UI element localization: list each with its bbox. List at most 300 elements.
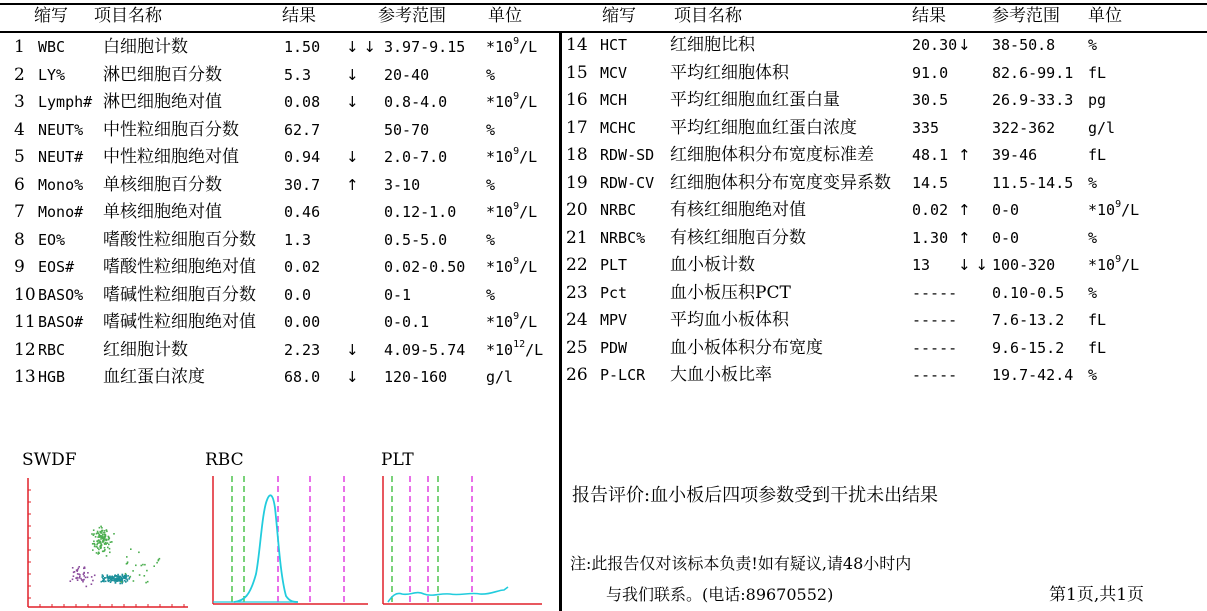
scatter-point [100, 532, 102, 534]
scatter-point [105, 534, 107, 536]
row-range: 0.8-4.0 [384, 93, 448, 111]
scatter-point [108, 544, 110, 546]
row-unit [486, 175, 495, 195]
unit-base: *10 [486, 340, 514, 359]
report-note-line2: 与我们联系。(电话:89670552) [606, 585, 834, 604]
scatter-point [102, 534, 104, 536]
row-abbr: Mono% [38, 175, 84, 194]
scatter-point [115, 580, 117, 582]
unit-base: fL [1088, 63, 1107, 82]
swdf-scatter-plot [20, 474, 190, 611]
swdf-chart-label: SWDF [22, 450, 77, 470]
row-flag: ↑ [958, 201, 971, 219]
row-unit [486, 367, 513, 387]
scatter-point [77, 573, 79, 575]
scatter-point [79, 576, 81, 578]
row-result: 0.02 [284, 258, 321, 276]
row-result: 1.50 [284, 38, 321, 56]
row-name: 血小板计数 [670, 255, 755, 275]
scatter-point [144, 575, 146, 577]
row-result: 13 [912, 256, 931, 274]
unit-exponent: 9 [1115, 254, 1122, 265]
row-range: 50-70 [384, 120, 430, 139]
row-flag: ↓ ↓ [346, 38, 376, 56]
unit-base: % [1088, 173, 1098, 192]
scatter-point [72, 567, 74, 569]
row-result: ----- [912, 366, 958, 384]
row-result: 0.08 [284, 93, 321, 111]
row-flag: ↓ [346, 93, 359, 111]
unit-base: *10 [486, 258, 514, 276]
unit-exponent: 12 [513, 338, 526, 350]
scatter-point [139, 574, 141, 576]
scatter-point [133, 580, 135, 582]
row-unit [1088, 365, 1097, 385]
row-unit [486, 230, 495, 250]
scatter-point [156, 562, 158, 564]
row-flag: ↓ [346, 368, 359, 386]
row-abbr: LY% [38, 65, 66, 84]
report-note-line1: 注:此报告仅对该标本负责!如有疑议,请48小时内 [570, 554, 912, 573]
unit-base: g/l [486, 368, 514, 386]
row-result: ----- [912, 311, 958, 329]
unit-exponent: 9 [513, 311, 520, 322]
row-abbr: Lymph# [38, 93, 93, 111]
scatter-point [94, 575, 96, 577]
scatter-point [108, 536, 110, 538]
scatter-point [100, 526, 102, 528]
row-unit [1088, 173, 1097, 193]
scatter-point [87, 572, 89, 574]
scatter-point [78, 568, 80, 570]
scatter-point [103, 532, 105, 534]
scatter-point [86, 586, 88, 588]
unit-base: *10 [486, 203, 514, 221]
row-range: 0.12-1.0 [384, 203, 457, 221]
row-name: 血小板压积PCT [670, 282, 791, 303]
row-flag: ↓ ↓ [958, 256, 988, 274]
scatter-point [126, 556, 128, 558]
scatter-point [122, 574, 124, 576]
header-name-right: 项目名称 [674, 6, 742, 26]
row-result: 30.5 [912, 91, 949, 109]
scatter-point [117, 574, 119, 576]
row-unit [1088, 283, 1097, 303]
row-result: 0.0 [284, 285, 312, 304]
row-name: 平均红细胞血红蛋白浓度 [670, 117, 857, 138]
scatter-point [97, 532, 99, 534]
row-unit [1088, 228, 1097, 248]
row-result: 30.7 [284, 175, 321, 194]
row-range: 322-362 [992, 118, 1056, 137]
scatter-point [84, 566, 86, 568]
row-number: 12 [14, 339, 36, 360]
scatter-point [141, 565, 143, 567]
scatter-point [100, 541, 102, 543]
unit-tail: /L [519, 93, 538, 111]
row-result: 2.23 [284, 340, 321, 359]
row-name: 中性粒细胞绝对值 [103, 147, 239, 167]
scatter-point [107, 547, 109, 549]
row-abbr: MCHC [600, 118, 637, 137]
scatter-point [96, 540, 98, 542]
page-info: 第1页,共1页 [1049, 585, 1145, 605]
scatter-point [123, 576, 125, 578]
row-number: 13 [14, 367, 36, 387]
row-unit [1088, 255, 1139, 275]
scatter-point [106, 529, 108, 531]
scatter-point [100, 535, 102, 537]
row-result: 0.94 [284, 148, 321, 166]
unit-base: % [486, 285, 496, 304]
row-range: 2.0-7.0 [384, 148, 448, 166]
row-number: 16 [566, 90, 588, 110]
row-name: 红细胞计数 [103, 339, 188, 360]
row-unit [1088, 310, 1106, 330]
row-result: 91.0 [912, 63, 949, 82]
scatter-point [147, 581, 149, 583]
row-unit [486, 257, 537, 277]
row-number: 17 [566, 117, 588, 138]
rbc-histogram [210, 474, 370, 611]
row-unit [1088, 145, 1106, 165]
row-range: 4.09-5.74 [384, 340, 466, 359]
unit-tail: /L [519, 258, 538, 276]
row-name: 单核细胞百分数 [103, 174, 222, 195]
row-range: 120-160 [384, 368, 448, 386]
row-name: 有核红细胞百分数 [670, 227, 806, 248]
scatter-point [107, 574, 109, 576]
header-unit-right: 单位 [1088, 6, 1122, 26]
row-number: 10 [14, 284, 36, 305]
scatter-point [125, 573, 127, 575]
scatter-point [100, 547, 102, 549]
scatter-point [92, 580, 94, 582]
scatter-point [97, 542, 99, 544]
scatter-point [91, 583, 93, 585]
scatter-point [91, 576, 93, 578]
scatter-point [104, 547, 106, 549]
row-abbr: NRBC [600, 201, 637, 219]
scatter-point [105, 581, 107, 583]
row-number: 25 [566, 337, 588, 358]
header-result-left: 结果 [282, 6, 316, 26]
scatter-point [94, 546, 96, 548]
scatter-point [121, 583, 123, 585]
unit-exponent: 9 [513, 201, 520, 212]
row-range: 19.7-42.4 [992, 366, 1074, 384]
row-result: 0.02 [912, 201, 949, 219]
scatter-point [92, 543, 94, 545]
scatter-point [109, 577, 111, 579]
scatter-point [127, 580, 129, 582]
row-name: 嗜碱性粒细胞绝对值 [103, 312, 256, 332]
unit-base: *10 [486, 148, 514, 166]
scatter-point [105, 542, 107, 544]
scatter-point [103, 551, 105, 553]
scatter-point [130, 576, 132, 578]
header-abbr-right: 缩写 [602, 6, 636, 26]
scatter-point [102, 578, 104, 580]
header-top-rule [0, 3, 1207, 5]
scatter-point [98, 535, 100, 537]
row-number: 18 [566, 145, 588, 165]
row-range: 38-50.8 [992, 36, 1056, 54]
row-result: 62.7 [284, 120, 321, 139]
row-unit [486, 65, 495, 85]
row-unit [486, 37, 537, 57]
row-abbr: RDW-CV [600, 173, 655, 192]
unit-base: % [1088, 36, 1098, 54]
scatter-point [79, 574, 81, 576]
row-number: 23 [566, 282, 588, 303]
row-range: 0-0 [992, 201, 1020, 219]
row-name: 嗜碱性粒细胞百分数 [103, 284, 256, 305]
scatter-point [109, 537, 111, 539]
scatter-point [106, 540, 108, 542]
scatter-point [113, 533, 115, 535]
scatter-point [102, 574, 104, 576]
row-name: 淋巴细胞百分数 [103, 64, 222, 85]
scatter-point [104, 549, 106, 551]
scatter-point [82, 581, 84, 583]
row-name: 红细胞体积分布宽度标准差 [670, 145, 874, 165]
row-name: 单核细胞绝对值 [103, 202, 222, 222]
row-result: 14.5 [912, 173, 949, 192]
row-unit [1088, 118, 1115, 138]
row-name: 嗜酸性粒细胞绝对值 [103, 257, 256, 277]
scatter-point [138, 552, 140, 554]
scatter-point [159, 558, 161, 560]
scatter-point [96, 546, 98, 548]
unit-base: *10 [486, 313, 514, 331]
row-name: 平均红细胞血红蛋白量 [670, 90, 840, 110]
unit-base: fL [1088, 338, 1107, 357]
row-abbr: MCV [600, 63, 628, 82]
unit-exponent: 9 [513, 91, 520, 102]
unit-base: g/l [1088, 118, 1116, 137]
scatter-point [101, 537, 103, 539]
scatter-point [109, 552, 111, 554]
row-abbr: HCT [600, 36, 628, 54]
unit-tail: /L [1121, 256, 1140, 274]
unit-tail: /L [525, 340, 544, 359]
unit-base: % [486, 230, 496, 249]
row-number: 24 [566, 310, 588, 330]
row-number: 5 [14, 147, 25, 167]
scatter-point [102, 580, 104, 582]
row-range: 82.6-99.1 [992, 63, 1074, 82]
row-abbr: PDW [600, 338, 628, 357]
scatter-point [76, 578, 78, 580]
row-result: 48.1 [912, 146, 949, 164]
row-flag: ↓ [346, 340, 359, 359]
row-result: ----- [912, 338, 958, 357]
unit-base: *10 [1088, 201, 1116, 219]
row-number: 15 [566, 62, 588, 83]
row-abbr: RBC [38, 340, 66, 359]
unit-base: *10 [486, 93, 514, 111]
scatter-point [101, 527, 103, 529]
scatter-point [146, 570, 148, 572]
scatter-point [87, 577, 89, 579]
header-range-left: 参考范围 [378, 6, 446, 26]
row-abbr: NEUT% [38, 120, 84, 139]
unit-base: fL [1088, 311, 1107, 329]
scatter-point [101, 581, 103, 583]
header-unit-left: 单位 [488, 6, 522, 26]
scatter-point [91, 533, 93, 535]
scatter-point [114, 575, 116, 577]
scatter-point [83, 572, 85, 574]
scatter-point [109, 548, 111, 550]
row-abbr: MPV [600, 311, 628, 329]
scatter-point [80, 578, 82, 580]
scatter-point [83, 575, 85, 577]
row-range: 0-0.1 [384, 313, 430, 331]
row-range: 11.5-14.5 [992, 173, 1074, 192]
unit-base: % [486, 175, 496, 194]
scatter-point [93, 541, 95, 543]
row-range: 26.9-33.3 [992, 91, 1074, 109]
scatter-point [125, 581, 127, 583]
unit-base: % [1088, 228, 1098, 247]
row-flag: ↑ [958, 228, 971, 247]
scatter-point [114, 578, 116, 580]
row-number: 3 [14, 92, 25, 112]
row-unit [486, 312, 537, 332]
scatter-point [107, 542, 109, 544]
row-unit [486, 340, 543, 360]
scatter-point [99, 527, 101, 529]
row-number: 6 [14, 174, 25, 195]
scatter-point [98, 549, 100, 551]
row-number: 20 [566, 200, 588, 220]
row-range: 0.02-0.50 [384, 258, 466, 276]
scatter-point [132, 570, 134, 572]
unit-tail: /L [519, 148, 538, 166]
scatter-point [127, 575, 129, 577]
row-name: 血红蛋白浓度 [103, 367, 205, 387]
row-range: 39-46 [992, 146, 1038, 164]
scatter-point [113, 577, 115, 579]
row-range: 9.6-15.2 [992, 338, 1065, 357]
report-comment: 报告评价:血小板后四项参数受到干扰未出结果 [572, 485, 939, 506]
row-abbr: Mono# [38, 203, 84, 221]
scatter-point [127, 561, 129, 563]
scatter-point [95, 536, 97, 538]
scatter-point [116, 578, 118, 580]
scatter-point [108, 581, 110, 583]
scatter-point [101, 576, 103, 578]
unit-base: % [486, 120, 496, 139]
scatter-point [105, 577, 107, 579]
scatter-point [119, 576, 121, 578]
row-unit [486, 285, 495, 305]
header-range-right: 参考范围 [992, 6, 1060, 26]
scatter-point [76, 570, 78, 572]
scatter-point [98, 552, 100, 554]
unit-exponent: 9 [513, 146, 520, 157]
row-abbr: MCH [600, 91, 628, 109]
scatter-point [72, 579, 74, 581]
row-name: 有核红细胞绝对值 [670, 200, 806, 220]
scatter-point [145, 582, 147, 584]
unit-base: % [1088, 283, 1098, 302]
scatter-point [126, 579, 128, 581]
row-name: 大血小板比率 [670, 365, 772, 385]
unit-tail: /L [519, 203, 538, 221]
center-divider [559, 31, 562, 611]
row-unit [1088, 35, 1097, 55]
header-result-right: 结果 [912, 6, 946, 26]
row-abbr: BASO% [38, 285, 84, 304]
scatter-point [94, 544, 96, 546]
scatter-point [98, 540, 100, 542]
row-flag: ↓ [346, 65, 359, 84]
unit-base: % [486, 65, 496, 84]
unit-base: *10 [486, 38, 514, 56]
row-unit [1088, 338, 1106, 358]
plt-chart-label: PLT [381, 450, 414, 470]
scatter-point [97, 536, 99, 538]
row-name: 红细胞比积 [670, 35, 755, 55]
scatter-point [93, 533, 95, 535]
row-abbr: NEUT# [38, 148, 84, 166]
scatter-point [110, 579, 112, 581]
row-flag: ↓ [346, 148, 359, 166]
row-range: 0-0 [992, 228, 1020, 247]
row-result: 68.0 [284, 368, 321, 386]
scatter-point [73, 572, 75, 574]
scatter-point [121, 581, 123, 583]
row-name: 白细胞计数 [103, 37, 188, 57]
rbc-chart-label: RBC [205, 450, 244, 470]
row-number: 14 [566, 35, 588, 55]
row-range: 3-10 [384, 175, 421, 194]
row-flag: ↑ [346, 175, 359, 194]
scatter-point [135, 565, 137, 567]
scatter-point [158, 560, 160, 562]
row-number: 22 [566, 255, 588, 275]
unit-tail: /L [1121, 201, 1140, 219]
row-name: 平均红细胞体积 [670, 62, 789, 83]
scatter-point [106, 555, 108, 557]
row-flag: ↓ [958, 36, 971, 54]
row-flag: ↑ [958, 146, 971, 164]
scatter-point [142, 564, 144, 566]
row-abbr: HGB [38, 368, 66, 386]
unit-base: fL [1088, 146, 1107, 164]
header-abbr-left: 缩写 [34, 6, 68, 26]
unit-tail: /L [519, 313, 538, 331]
row-number: 21 [566, 227, 588, 248]
row-abbr: EO% [38, 230, 66, 249]
row-abbr: BASO# [38, 313, 84, 331]
scatter-point [93, 529, 95, 531]
row-range: 0.5-5.0 [384, 230, 448, 249]
row-abbr: RDW-SD [600, 146, 655, 164]
row-number: 9 [14, 257, 25, 277]
row-abbr: NRBC% [600, 228, 646, 247]
row-range: 3.97-9.15 [384, 38, 466, 56]
row-abbr: P-LCR [600, 366, 646, 384]
unit-exponent: 9 [513, 256, 520, 267]
row-result: 1.3 [284, 230, 312, 249]
scatter-point [121, 578, 123, 580]
row-name: 平均血小板体积 [670, 310, 789, 330]
row-result: 0.00 [284, 313, 321, 331]
